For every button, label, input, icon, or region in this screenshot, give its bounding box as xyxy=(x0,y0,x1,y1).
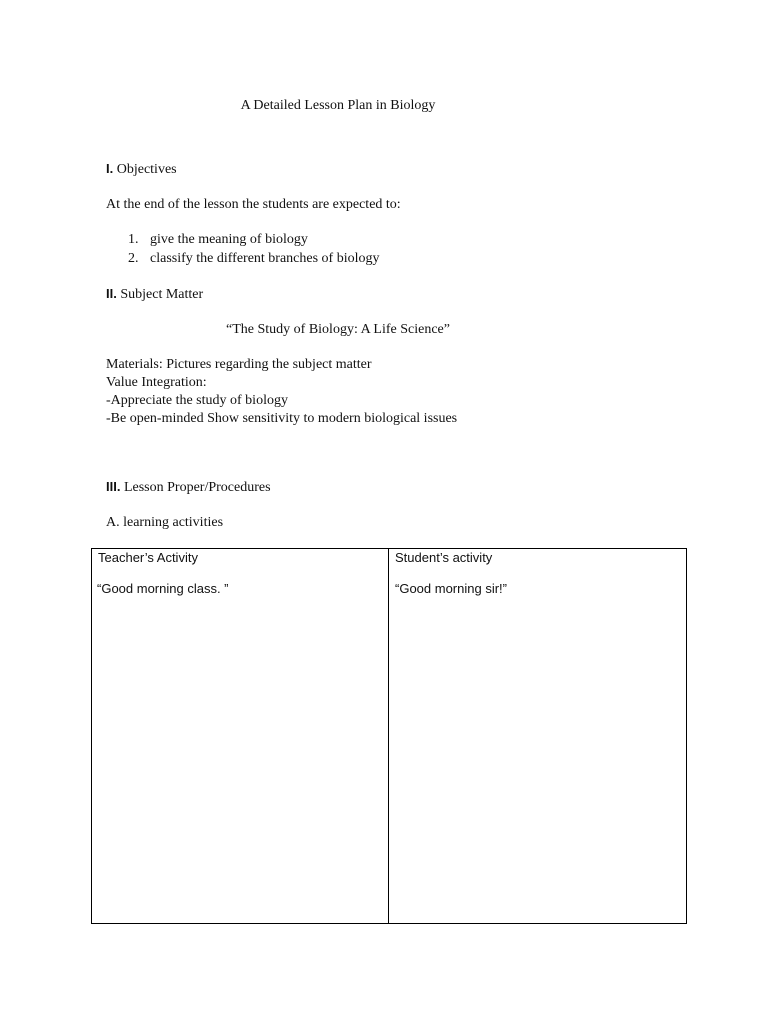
objective-item-1 xyxy=(128,231,308,249)
objective-item-2 xyxy=(128,250,380,268)
student-activity-header: Student’s activity xyxy=(395,550,493,565)
objective-number: 1. xyxy=(128,232,139,247)
procedures-heading xyxy=(106,478,271,497)
subject-matter-numeral: II. xyxy=(106,286,117,301)
objective-text: classify the different branches of biology xyxy=(150,251,380,266)
activity-table xyxy=(91,548,687,924)
objective-number: 2. xyxy=(128,251,139,266)
objectives-numeral: I. xyxy=(106,161,114,176)
student-activity-column xyxy=(389,549,686,923)
objective-text: give the meaning of biology xyxy=(150,232,308,247)
objectives-heading-text: Objectives xyxy=(116,162,177,177)
objectives-heading xyxy=(106,160,177,179)
objectives-intro: At the end of the lesson the students are expected to: xyxy=(106,197,401,212)
procedures-numeral: III. xyxy=(106,479,121,494)
teacher-activity-header: Teacher’s Activity xyxy=(98,550,198,565)
value-item-2: -Be open-minded Show sensitivity to modern biological issues xyxy=(106,411,458,426)
procedures-heading-text: Lesson Proper/Procedures xyxy=(123,480,271,495)
topic-title: “The Study of Biology: A Life Science” xyxy=(226,322,450,337)
materials-line: Materials: Pictures regarding the subject matter xyxy=(106,357,372,372)
teacher-activity-column xyxy=(92,549,389,923)
subject-matter-heading-text: Subject Matter xyxy=(120,287,204,302)
page-title: A Detailed Lesson Plan in Biology xyxy=(240,98,436,113)
value-integration-label: Value Integration: xyxy=(106,375,207,390)
learning-activities-subheading: A. learning activities xyxy=(106,515,224,530)
student-activity-line: “Good morning sir!” xyxy=(395,581,507,596)
teacher-activity-line: “Good morning class. ” xyxy=(97,581,229,596)
subject-matter-heading xyxy=(106,285,203,304)
value-item-1: -Appreciate the study of biology xyxy=(106,393,288,408)
